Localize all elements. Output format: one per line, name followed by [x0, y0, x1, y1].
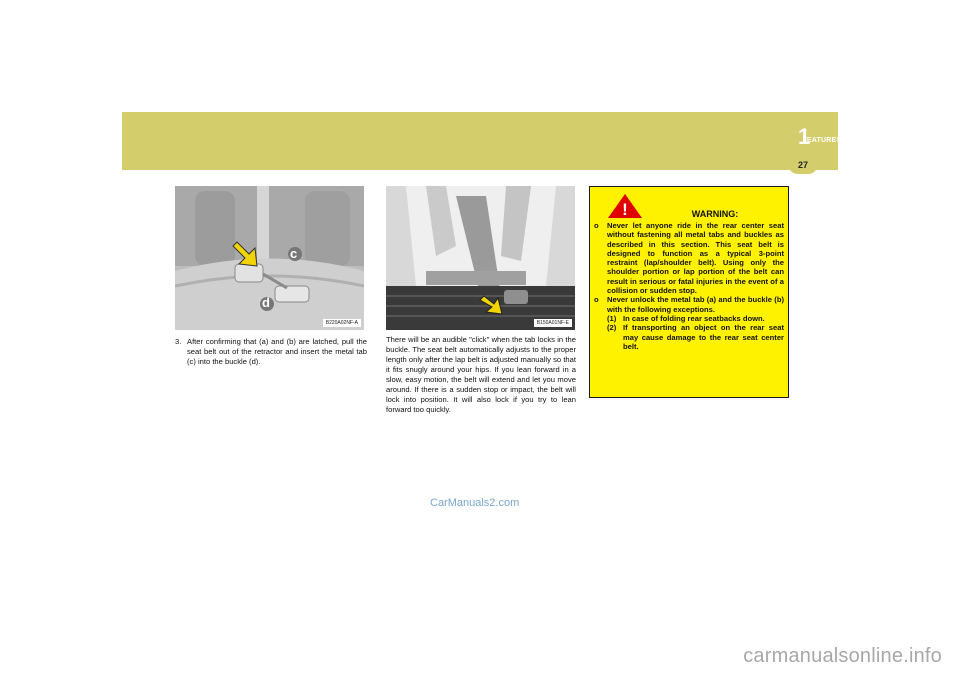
warning-bullet: o [594, 295, 599, 305]
subitem-number: (1) [607, 313, 617, 323]
figure-code: B150A01NF-E [534, 319, 572, 327]
label-d: d [262, 295, 270, 310]
label-c: c [290, 246, 298, 261]
step-number: 3. [175, 337, 182, 346]
subitem-text: If transporting an object on the rear seat may cause damage to the rear seat center belt. [623, 323, 784, 351]
warning-subitem [607, 314, 784, 323]
subitem-number: (2) [607, 323, 617, 333]
header-band [122, 112, 838, 170]
footer-watermark: carmanualsonline.info [743, 645, 942, 667]
warning-item [594, 221, 784, 295]
warning-subitem [607, 323, 784, 351]
warning-box [589, 186, 789, 398]
chapter-number: 1 [798, 124, 811, 149]
person-belt-photo [386, 186, 575, 330]
step-text: After confirming that (a) and (b) are latched, pull the seat belt out of the retractor and insert the metal tab (c) into the buckle (d). [187, 337, 367, 366]
warning-item-text: Never unlock the metal tab (a) and the buckle (b) with the following exceptions. [607, 295, 784, 314]
figure-code: B220A02NF-A [323, 319, 361, 327]
subitem-text: In case of folding rear seatbacks down. [623, 313, 765, 323]
warning-item [594, 295, 784, 351]
warning-item-text: Never let anyone ride in the rear center seat without fastening all metal tabs and buckles as described in this section. This seat belt is designed to function as a typical 3-point restraint (lap/shoulder belt). Using only the shoulder portion or lap portion of the belt can result in serious or fatal injuries in the event of a collision or sudden stop. [607, 221, 784, 296]
figure-person-fastening-belt [386, 186, 575, 330]
warning-symbol: ! [622, 200, 628, 219]
warning-list [594, 221, 784, 351]
warning-bullet: o [594, 221, 599, 230]
instruction-step [175, 337, 367, 367]
page-number: 27 [788, 154, 818, 174]
click-paragraph: There will be an audible "click" when the tab locks in the buckle. The seat belt automatically adjusts to the proper length only after the lap belt is adjusted manually so that it fits snugly around your hips. If you lean forward in a slow, easy motion, the belt will extend and let you move around. If there is a sudden stop or impact, the belt will lock into position. It will also lock if you try to lean forward too quickly. [386, 335, 576, 414]
section-label: FEATURES OF YOUR HYUNDAI [802, 137, 912, 144]
figure-rear-seat-buckle [175, 186, 364, 330]
warning-title: WARNING: [691, 209, 739, 219]
watermark-link[interactable]: CarManuals2.com [430, 497, 520, 509]
